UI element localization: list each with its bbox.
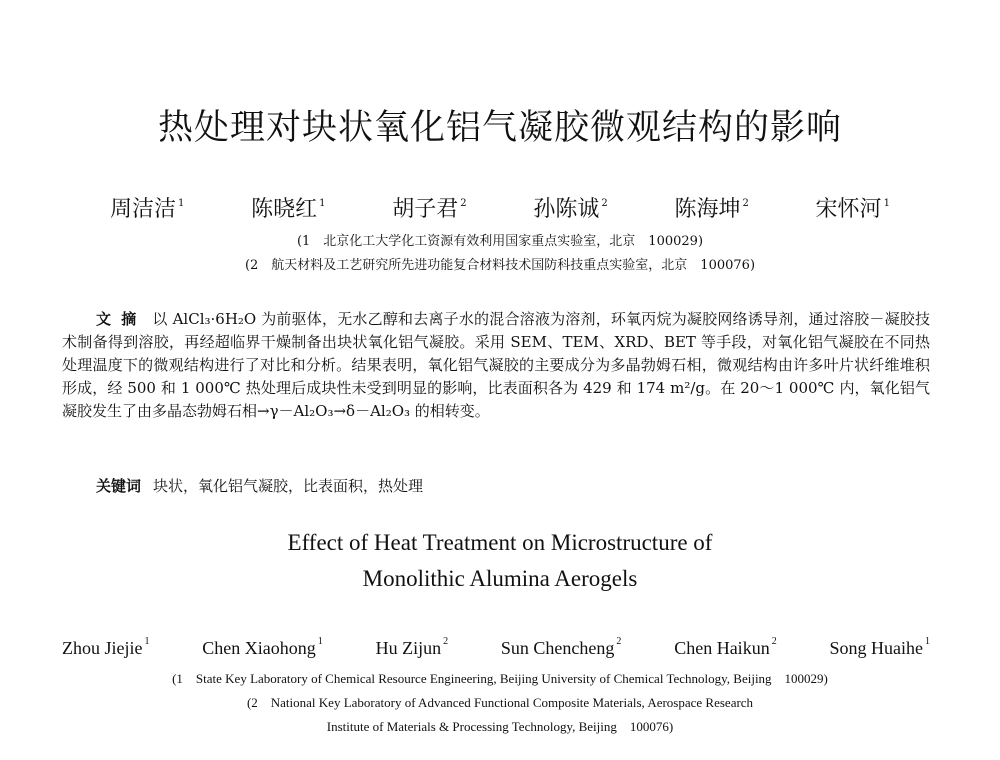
chinese-title: 热处理对块状氧化铝气凝胶微观结构的影响 xyxy=(157,108,842,148)
author-en-2: Chen Xiaohong $^1$ xyxy=(202,636,323,658)
affiliation-en-2: (2 National Key Laboratory of Advanced Functional Composite Materials, Aerospace Research xyxy=(246,695,754,710)
keywords-label: 关键词 xyxy=(96,477,142,495)
english-title-line-2: Monolithic Alumina Aerogels xyxy=(362,566,638,591)
author-en-1: Zhou Jiejie $^1$ xyxy=(62,636,150,658)
author-cn-3: 胡子君 $^2$ xyxy=(392,197,467,222)
author-cn-5: 陈海坤 $^2$ xyxy=(674,197,749,222)
abstract-text: 以 AlCl₃·6H₂O 为前驱体，无水乙醇和去离子水的混合溶液为溶剂，环氧丙烷为凝胶网络诱导剂，通过溶胶－凝胶技术制备得到溶胶，再经超临界干燥制备出块状氧化铝气凝胶。采用 SEM、TEM、XRD、BET 等手段，对氧化铝气凝胶在不同热处理温度下的微观结构进行了对比和分析。结果表明，氧化铝气凝胶的主要成分为多晶勃姆石相，微观结构由许多叶片状纤维堆积形成，经 500 和 1 000℃ 热处理后成块性未受到明显的影响，比表面积各为 429 和 174 m²/g。在 20～1 000℃ 内，氧化铝气凝胶发生了由多晶态勃姆石相→γ－Al₂O₃→δ－Al₂O₃ 的相转变。 xyxy=(62,310,930,420)
affiliation-en-3: Institute of Materials & Processing Technology, Beijing 100076) xyxy=(326,719,674,734)
affiliation-en-1: (1 State Key Laboratory of Chemical Resource Engineering, Beijing University of Chemical Technology, Beijing 100029) xyxy=(172,671,828,686)
chinese-keywords xyxy=(96,475,423,496)
english-author-list xyxy=(62,636,930,659)
author-cn-1: 周洁洁 $^1$ xyxy=(110,197,185,222)
affiliation-cn-1: (1 北京化工大学化工资源有效利用国家重点实验室，北京 100029) xyxy=(296,234,704,249)
author-en-5: Chen Haikun $^2$ xyxy=(674,636,777,658)
chinese-author-list xyxy=(110,192,890,223)
author-en-4: Sun Chencheng $^2$ xyxy=(500,636,622,658)
author-en-3: Hu Zijun $^2$ xyxy=(375,636,449,658)
affiliation-cn-2: (2 航天材料及工艺研究所先进功能复合材料技术国防科技重点实验室，北京 100076) xyxy=(244,258,756,273)
author-cn-6: 宋怀河 $^1$ xyxy=(815,197,890,222)
english-title-line-1: Effect of Heat Treatment on Microstructure of xyxy=(287,530,713,555)
abstract-label: 文摘 xyxy=(96,310,147,328)
chinese-abstract xyxy=(62,308,930,423)
author-en-6: Song Huaihe $^1$ xyxy=(829,636,930,658)
author-cn-2: 陈晓红 $^1$ xyxy=(251,197,326,222)
keywords-text: 块状，氧化铝气凝胶，比表面积，热处理 xyxy=(153,477,424,495)
author-cn-4: 孙陈诚 $^2$ xyxy=(533,197,608,222)
